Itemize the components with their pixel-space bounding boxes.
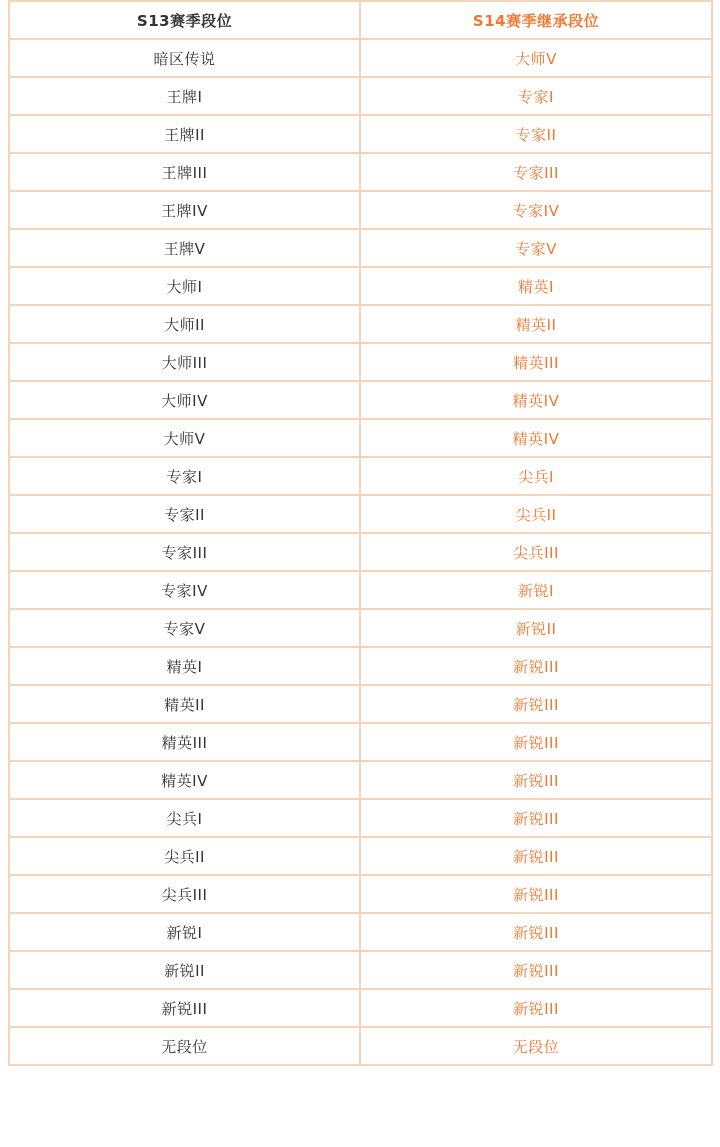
s13-rank-cell: 王牌II xyxy=(9,115,360,153)
table-row xyxy=(9,457,712,495)
s14-rank-cell: 专家III xyxy=(360,153,712,191)
s13-rank-cell: 王牌IV xyxy=(9,191,360,229)
table-row xyxy=(9,989,712,1027)
table-row xyxy=(9,875,712,913)
s13-rank-cell: 大师V xyxy=(9,419,360,457)
table-row xyxy=(9,191,712,229)
s13-rank-cell: 王牌V xyxy=(9,229,360,267)
table-row xyxy=(9,267,712,305)
s13-rank-cell: 暗区传说 xyxy=(9,39,360,77)
table-row xyxy=(9,343,712,381)
s14-rank-cell: 尖兵I xyxy=(360,457,712,495)
table-row xyxy=(9,381,712,419)
s13-rank-cell: 专家III xyxy=(9,533,360,571)
s13-rank-cell: 新锐I xyxy=(9,913,360,951)
table-header-row xyxy=(9,1,712,39)
s14-rank-cell: 新锐III xyxy=(360,875,712,913)
s14-rank-cell: 精英IV xyxy=(360,381,712,419)
s14-rank-cell: 精英II xyxy=(360,305,712,343)
rank-inheritance-table-container xyxy=(8,0,711,1066)
s14-rank-cell: 新锐III xyxy=(360,647,712,685)
s14-rank-cell: 新锐III xyxy=(360,837,712,875)
s14-rank-cell: 新锐III xyxy=(360,723,712,761)
s14-rank-cell: 专家II xyxy=(360,115,712,153)
s13-rank-cell: 尖兵III xyxy=(9,875,360,913)
header-s13-rank: S13赛季段位 xyxy=(9,1,360,39)
s13-rank-cell: 无段位 xyxy=(9,1027,360,1065)
s14-rank-cell: 专家V xyxy=(360,229,712,267)
s14-rank-cell: 新锐III xyxy=(360,685,712,723)
header-s14-inherited-rank: S14赛季继承段位 xyxy=(360,1,712,39)
table-row xyxy=(9,913,712,951)
s14-rank-cell: 专家I xyxy=(360,77,712,115)
s14-rank-cell: 大师V xyxy=(360,39,712,77)
table-row xyxy=(9,723,712,761)
table-row xyxy=(9,951,712,989)
s14-rank-cell: 精英III xyxy=(360,343,712,381)
s13-rank-cell: 大师I xyxy=(9,267,360,305)
table-row xyxy=(9,685,712,723)
s13-rank-cell: 王牌I xyxy=(9,77,360,115)
table-row xyxy=(9,115,712,153)
s14-rank-cell: 新锐III xyxy=(360,989,712,1027)
s14-rank-cell: 新锐III xyxy=(360,799,712,837)
table-row xyxy=(9,305,712,343)
s13-rank-cell: 大师III xyxy=(9,343,360,381)
s14-rank-cell: 新锐II xyxy=(360,609,712,647)
table-row xyxy=(9,533,712,571)
s14-rank-cell: 新锐III xyxy=(360,761,712,799)
table-row xyxy=(9,761,712,799)
table-row xyxy=(9,77,712,115)
s13-rank-cell: 大师II xyxy=(9,305,360,343)
table-row xyxy=(9,419,712,457)
s13-rank-cell: 尖兵II xyxy=(9,837,360,875)
table-row xyxy=(9,39,712,77)
table-row xyxy=(9,153,712,191)
s14-rank-cell: 尖兵II xyxy=(360,495,712,533)
s14-rank-cell: 专家IV xyxy=(360,191,712,229)
table-body xyxy=(9,39,712,1065)
s13-rank-cell: 专家I xyxy=(9,457,360,495)
s13-rank-cell: 精英III xyxy=(9,723,360,761)
table-row xyxy=(9,571,712,609)
s13-rank-cell: 大师IV xyxy=(9,381,360,419)
s14-rank-cell: 新锐III xyxy=(360,951,712,989)
table-row xyxy=(9,1027,712,1065)
s13-rank-cell: 专家II xyxy=(9,495,360,533)
s14-rank-cell: 新锐I xyxy=(360,571,712,609)
s13-rank-cell: 精英II xyxy=(9,685,360,723)
rank-inheritance-table xyxy=(8,0,713,1066)
table-row xyxy=(9,837,712,875)
table-row xyxy=(9,609,712,647)
s13-rank-cell: 尖兵I xyxy=(9,799,360,837)
s14-rank-cell: 新锐III xyxy=(360,913,712,951)
table-row xyxy=(9,229,712,267)
s14-rank-cell: 精英I xyxy=(360,267,712,305)
table-row xyxy=(9,799,712,837)
s13-rank-cell: 精英I xyxy=(9,647,360,685)
s13-rank-cell: 新锐III xyxy=(9,989,360,1027)
s13-rank-cell: 新锐II xyxy=(9,951,360,989)
table-row xyxy=(9,495,712,533)
s13-rank-cell: 精英IV xyxy=(9,761,360,799)
s14-rank-cell: 无段位 xyxy=(360,1027,712,1065)
s14-rank-cell: 精英IV xyxy=(360,419,712,457)
s13-rank-cell: 专家V xyxy=(9,609,360,647)
s14-rank-cell: 尖兵III xyxy=(360,533,712,571)
s13-rank-cell: 王牌III xyxy=(9,153,360,191)
s13-rank-cell: 专家IV xyxy=(9,571,360,609)
table-row xyxy=(9,647,712,685)
